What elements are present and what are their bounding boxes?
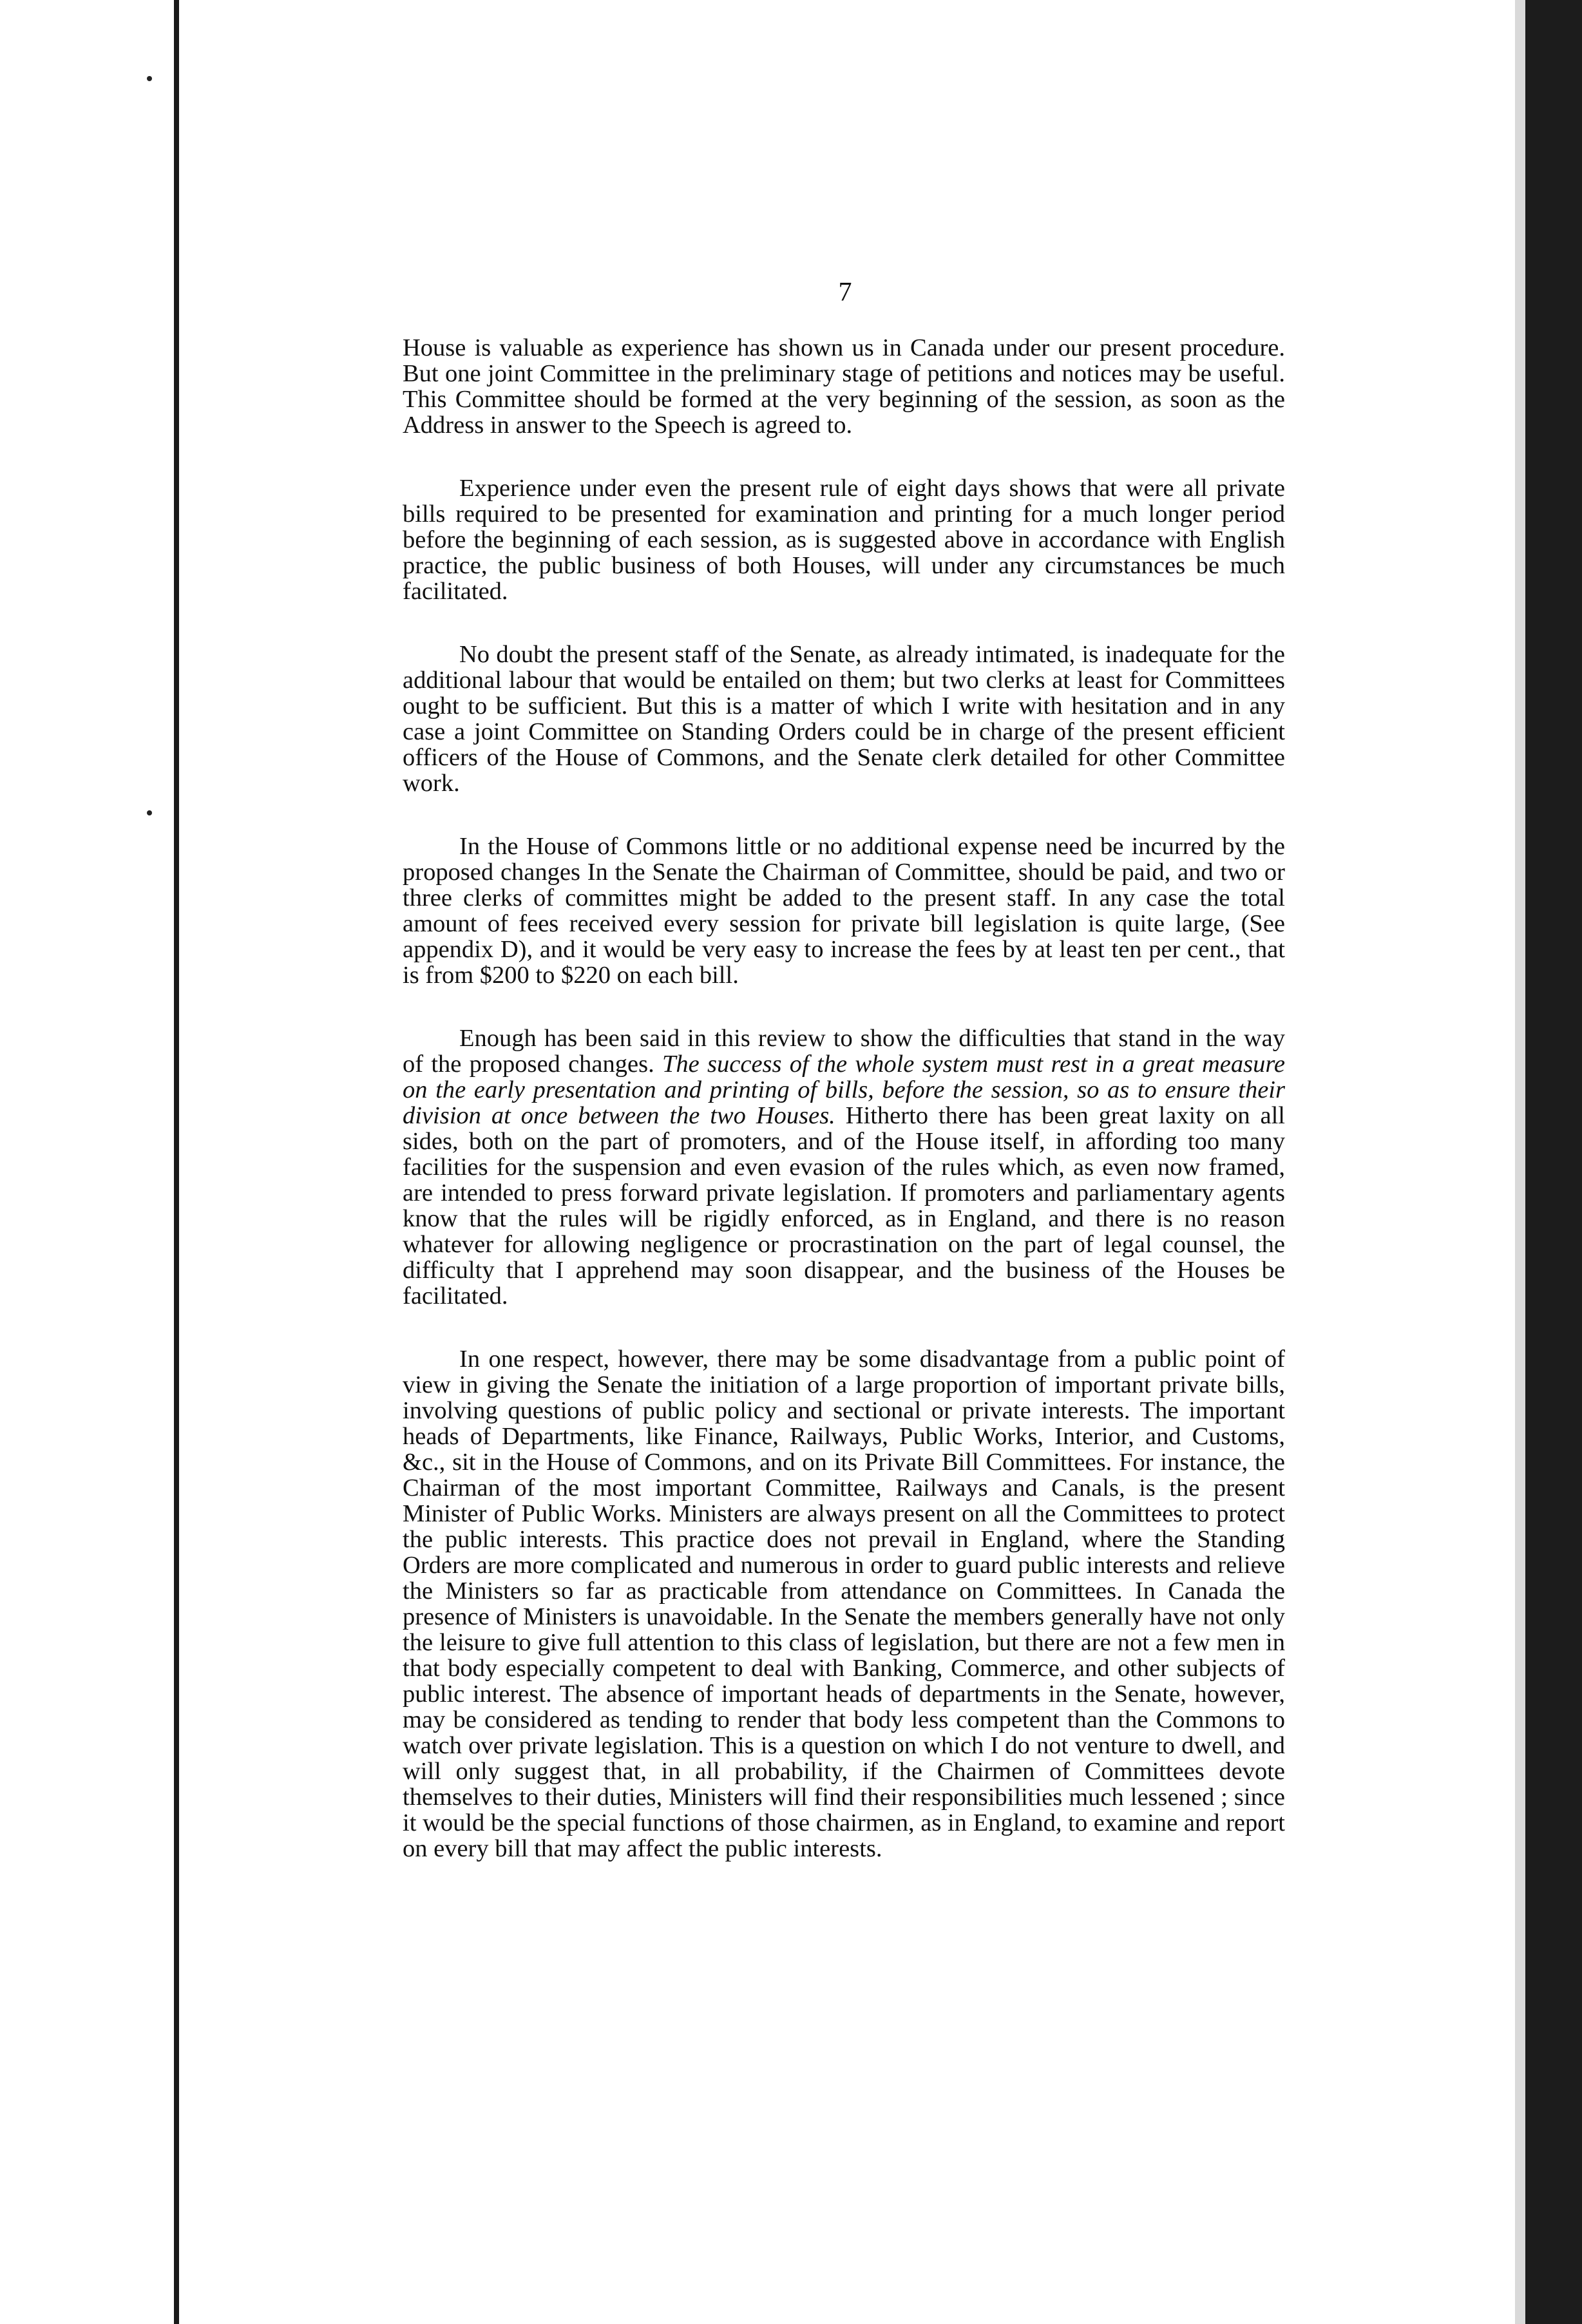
scan-right-edge: [1525, 0, 1582, 2324]
paragraph-text: Hitherto there has been great laxity on all sides, both on the part of promoters, and of the House itself, in affording too many facilities for the suspension and even evasion of the rules which, as even now framed, are intended to press forward private legislation. If promoters and parliamentary agents know that the rules will be rigidly enforced, as in England, and there is no reason whatever for allowing negligence or procrastination on the part of legal counsel, the difficulty that I apprehend may soon disappear, and the business of the Houses be facilitated.: [403, 1102, 1285, 1310]
italic-emphasis: The success of the whole system must rest in a great measure on the early presentation and printing of bills, before the session, so as to ensure their division at once between the two Houses.: [403, 1051, 1285, 1129]
paragraph: House is valuable as experience has shown us in Canada under our present procedure. But one joint Committee in the preliminary stage of petitions and notices may be useful. This Committee should be formed at the very beginning of the session, as soon as the Address in answer to the Speech is agreed to.: [403, 334, 1285, 439]
page-number: 7: [838, 278, 852, 307]
paragraph: In one respect, however, there may be some disadvantage from a public point of view in giving the Senate the initiation of a large proportion of important private bills, involving questions of public policy and sectional or private interests. The important heads of Departments, like Finance, Railways, Public Works, Interior, and Customs, &c., sit in the House of Commons, and on its Private Bill Committees. For instance, the Chairman of the most important Committee, Railways and Canals, is the present Minister of Public Works. Ministers are always present on all the Committees to protect the public interests. This practice does not prevail in England, where the Standing Orders are more complicated and numerous in order to guard public interests and relieve the Ministers so far as practicable from attendance on Committees. In Canada the presence of Ministers is unavoidable. In the Senate the members generally have not only the leisure to give full attention to this class of legislation, but there are not a few men in that body especially competent to deal with Banking, Commerce, and other subjects of public interest. The absence of important heads of departments in the Senate, however, may be considered as tending to render that body less competent than the Commons to watch over private legislation. This is a question on which I do not venture to dwell, and will only suggest that, in all probability, if the Chairmen of Committees devote themselves to their duties, Ministers will find their responsibilities much lessened ; since it would be the special functions of those chairmen, as in England, to examine and report on every bill that may affect the public interests.: [403, 1346, 1285, 1862]
scan-left-edge: [174, 0, 179, 2324]
paragraph-text: Enough has been said in this review to show the difficulties that stand in the way of the proposed changes.: [403, 1025, 1285, 1078]
paragraph: No doubt the present staff of the Senate, as already intimated, is inadequate for the additional labour that would be entailed on them; but two clerks at least for Committees ought to be sufficient. But this is a matter of which I write with hesitation and in any case a joint Committee on Standing Orders could be in charge of the present efficient officers of the House of Commons, and the Senate clerk detailed for other Committee work.: [403, 641, 1285, 797]
scan-mark: [147, 810, 152, 815]
scan-right-shadow: [1515, 0, 1525, 2324]
paragraph: In the House of Commons little or no additional expense need be incurred by the proposed changes In the Senate the Chairman of Committee, should be paid, and two or three clerks of committes might be added to the present staff. In any case the total amount of fees received every session for private bill legislation is quite large, (See appendix D), and it would be very easy to increase the fees by at least ten per cent., that is from $200 to $220 on each bill.: [403, 833, 1285, 989]
scan-mark: [147, 76, 152, 81]
paragraph: [403, 1025, 1285, 1309]
paragraph: Experience under even the present rule of eight days shows that were all private bills required to be presented for examination and printing for a much longer period before the beginning of each session, as is suggested above in accordance with English practice, the public business of both Houses, will under any circumstances be much facilitated.: [403, 475, 1285, 605]
body-text: [403, 335, 1285, 1899]
